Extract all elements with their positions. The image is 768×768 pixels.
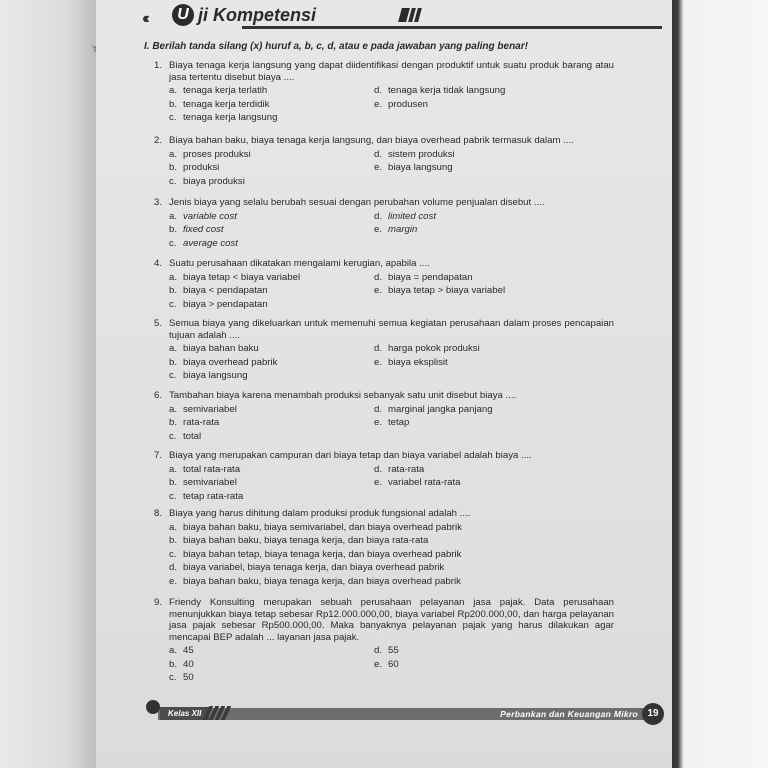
question-number: 3. [154,197,163,208]
option-letter: d. [374,403,383,415]
question-body: Biaya tenaga kerja langsung yang dapat diidentifikasi dengan produktif untuk suatu produk barang atau jasa tertentu disebut biaya .... [169,60,614,83]
question-number: 5. [154,318,163,329]
option-letter: a. [169,343,178,354]
option-letter: e. [374,224,383,235]
options [154,464,614,503]
option[interactable] [169,549,609,561]
option-text: biaya bahan baku, biaya tenaga kerja, dan biaya overhead pabrik [183,575,461,587]
option[interactable] [169,343,374,355]
option-letter: d. [374,463,383,475]
option-text: produksi [183,162,220,173]
option-letter: c. [169,370,177,381]
option-letter: d. [374,343,383,354]
option[interactable] [169,162,374,174]
options [154,85,614,124]
option-letter: c. [169,672,177,683]
question-body: Friendy Konsulting merupakan sebuah perusahaan pelayanan jasa pajak. Data perusahaan menunjukkan biaya tetap sebesar Rp12.000.000,00, biaya variabel Rp200.000,00, dan harga pelayanan jasa pajak sebesar Rp500.000,00. Maka banyaknya pelayanan pajak yang harus dilakukan agar mencapai BEP adalah ... layanan jasa pajak. [169,597,614,643]
option-letter: a. [169,403,178,415]
page-number: 19 [642,703,664,725]
option-letter: b. [169,356,178,368]
option-text: biaya = pendapatan [388,271,473,283]
question-text [154,197,614,209]
options [154,343,614,382]
option-letter: b. [169,285,178,296]
option-letter: b. [169,417,178,428]
header-rule [242,26,662,29]
option-text: biaya tetap < biaya variabel [183,271,301,283]
option-letter: a. [169,645,178,656]
question-body: Semua biaya yang dikeluarkan untuk memenuhi semua kegiatan perusahaan dalam proses pencapaian tujuan adalah .... [169,318,614,341]
option-letter: d. [374,148,383,160]
option-letter: c. [169,548,177,560]
question [154,197,614,249]
option[interactable] [374,211,604,223]
question-body: Biaya bahan baku, biaya tenaga kerja langsung, dan biaya overhead pabrik termasuk dalam .... [169,135,574,146]
option[interactable] [169,272,374,284]
question-text [154,597,614,643]
option-text: fixed cost [183,224,224,235]
option[interactable] [169,357,374,369]
option-text: biaya overhead pabrik [183,356,278,368]
option-letter: b. [169,477,178,488]
option-letter: b. [169,535,178,546]
option-text: biaya bahan tetap, biaya tenaga kerja, dan biaya overhead pabrik [183,548,462,560]
option[interactable] [374,659,604,671]
options [154,522,614,588]
option-text: total rata-rata [183,463,241,475]
question [154,318,614,382]
option-letter: d. [374,85,383,96]
question-number: 7. [154,450,163,461]
option-text: biaya < pendapatan [183,285,268,296]
option-letter: e. [374,98,383,110]
option-letter: e. [374,285,383,296]
page-title: ji Kompetensi [198,5,317,25]
option[interactable] [169,535,609,547]
options [154,272,614,311]
bars-decoration-icon [400,8,422,27]
option[interactable] [169,176,374,188]
option-text: rata-rata [183,417,220,428]
option[interactable] [374,285,604,297]
option-text: biaya bahan baku, biaya tenaga kerja, dan biaya rata-rata [183,535,429,546]
question [154,390,614,442]
option-text: tetap rata-rata [183,490,244,502]
options [154,404,614,443]
option-text: proses produksi [183,148,251,160]
option[interactable] [169,491,374,503]
option-letter: e. [374,658,383,670]
option-text: 60 [388,658,399,670]
footer-class-label: Kelas XII [160,707,209,720]
option[interactable] [374,645,604,657]
option[interactable] [374,149,604,161]
question [154,60,614,124]
option-letter: e. [374,477,383,488]
footer-subject: Perbankan dan Keuangan Mikro [500,709,638,719]
question-number: 6. [154,390,163,401]
option-letter: e. [374,356,383,368]
option[interactable] [374,357,604,369]
option[interactable] [374,417,604,429]
option-letter: d. [374,645,383,656]
header-letter-badge: U [172,4,194,26]
option-letter: a. [169,521,178,533]
question [154,258,614,310]
question-number: 8. [154,508,163,519]
option-letter: e. [374,417,383,428]
option[interactable] [169,85,374,97]
option[interactable] [169,99,374,111]
question-text [154,508,614,520]
question-body: Suatu perusahaan dikatakan mengalami kerugian, apabila .... [169,258,430,269]
options [154,645,614,684]
option-letter: e. [169,575,178,587]
option-text: tenaga kerja langsung [183,112,278,123]
option-text: 50 [183,672,194,683]
page-footer [146,700,666,724]
footer-dot-icon [146,700,160,714]
option-text: 55 [388,645,399,656]
option[interactable] [169,285,374,297]
option-text: limited cost [388,210,436,222]
option[interactable] [374,85,604,97]
option[interactable] [169,659,374,671]
question [154,450,614,502]
option-text: rata-rata [388,463,425,475]
option-letter: b. [169,658,178,670]
question-text [154,318,614,341]
option-text: biaya produksi [183,175,245,187]
option-letter: a. [169,271,178,283]
option-letter: a. [169,210,178,222]
option[interactable] [169,149,374,161]
option-letter: d. [169,562,178,573]
question-body: Jenis biaya yang selalu berubah sesuai dengan perubahan volume penjualan disebut .... [169,197,545,208]
option-text: average cost [183,237,238,249]
option-letter: e. [374,162,383,173]
option-text: biaya eksplisit [388,356,448,368]
question-text [154,60,614,83]
option-letter: c. [169,430,177,442]
question-body: Biaya yang merupakan campuran dari biaya tetap dan biaya variabel adalah biaya .... [169,450,532,461]
question-body: Biaya yang harus dihitung dalam produksi produk fungsional adalah .... [169,508,471,519]
option-letter: c. [169,298,177,310]
option-text: semivariabel [183,403,237,415]
question-text [154,450,614,462]
option[interactable] [374,343,604,355]
option[interactable] [169,417,374,429]
option-text: variable cost [183,210,237,222]
option-text: 40 [183,658,194,670]
question-number: 9. [154,597,163,608]
option-text: harga pokok produksi [388,343,480,354]
option[interactable] [169,299,374,311]
question-text [154,390,614,402]
option-text: tenaga kerja terdidik [183,98,270,110]
question-number: 2. [154,135,163,146]
option-letter: c. [169,175,177,187]
option-text: 45 [183,645,194,656]
option[interactable] [169,431,374,443]
option[interactable] [169,112,374,124]
question [154,135,614,187]
question [154,508,614,587]
question-number: 1. [154,60,163,71]
option-text: biaya bahan baku, biaya semivariabel, dan biaya overhead pabrik [183,521,462,533]
option[interactable] [169,224,374,236]
option-text: biaya langsung [388,162,453,173]
option[interactable] [374,404,604,416]
option-text: tenaga kerja tidak langsung [388,85,506,96]
option-letter: b. [169,162,178,173]
option[interactable] [374,272,604,284]
option-letter: b. [169,98,178,110]
background-left [0,0,96,768]
option[interactable] [169,370,374,382]
option[interactable] [169,477,374,489]
option[interactable] [169,645,374,657]
option[interactable] [169,404,374,416]
option-text: biaya tetap > biaya variabel [388,285,506,296]
option-text: biaya bahan baku [183,343,259,354]
option[interactable] [374,477,604,489]
background-right [670,0,768,768]
option-text: biaya > pendapatan [183,298,268,310]
question [154,597,614,684]
option[interactable] [169,562,609,574]
options [154,211,614,250]
option-letter: a. [169,463,178,475]
option[interactable] [374,224,604,236]
option-letter: b. [169,224,178,235]
chevron-decoration-icon: ‹‹‹ [142,10,146,27]
option-letter: c. [169,112,177,123]
option-text: variabel rata-rata [388,477,461,488]
options [154,149,614,188]
option-text: semivariabel [183,477,237,488]
binder-mark: 't [92,44,97,54]
option-text: biaya langsung [183,370,248,381]
question-body: Tambahan biaya karena menambah produksi sebanyak satu unit disebut biaya .... [169,390,517,401]
option-letter: c. [169,490,177,502]
option[interactable] [169,464,374,476]
question-text [154,258,614,270]
option-text: biaya variabel, biaya tenaga kerja, dan biaya overhead pabrik [183,562,445,573]
option-letter: a. [169,85,178,96]
slash-decoration-icon [206,706,230,725]
option-text: tetap [388,417,410,428]
option[interactable] [169,238,374,250]
option[interactable] [374,99,604,111]
section-instruction: I. Berilah tanda silang (x) huruf a, b, c, d, atau e pada jawaban yang paling benar! [144,41,528,52]
option[interactable] [169,576,609,588]
question-number: 4. [154,258,163,269]
option[interactable] [169,522,609,534]
option-text: marginal jangka panjang [388,403,493,415]
option-letter: d. [374,210,383,222]
option-text: tenaga kerja terlatih [183,85,268,96]
option[interactable] [374,464,604,476]
page-header [142,4,662,30]
option[interactable] [169,672,374,684]
option-text: sistem produksi [388,148,455,160]
option-text: total [183,430,202,442]
option-letter: c. [169,237,177,249]
option[interactable] [374,162,604,174]
option-text: margin [388,224,418,235]
question-text [154,135,614,147]
option[interactable] [169,211,374,223]
book-page [92,0,672,768]
option-text: produsen [388,98,429,110]
option-letter: d. [374,271,383,283]
option-letter: a. [169,148,178,160]
